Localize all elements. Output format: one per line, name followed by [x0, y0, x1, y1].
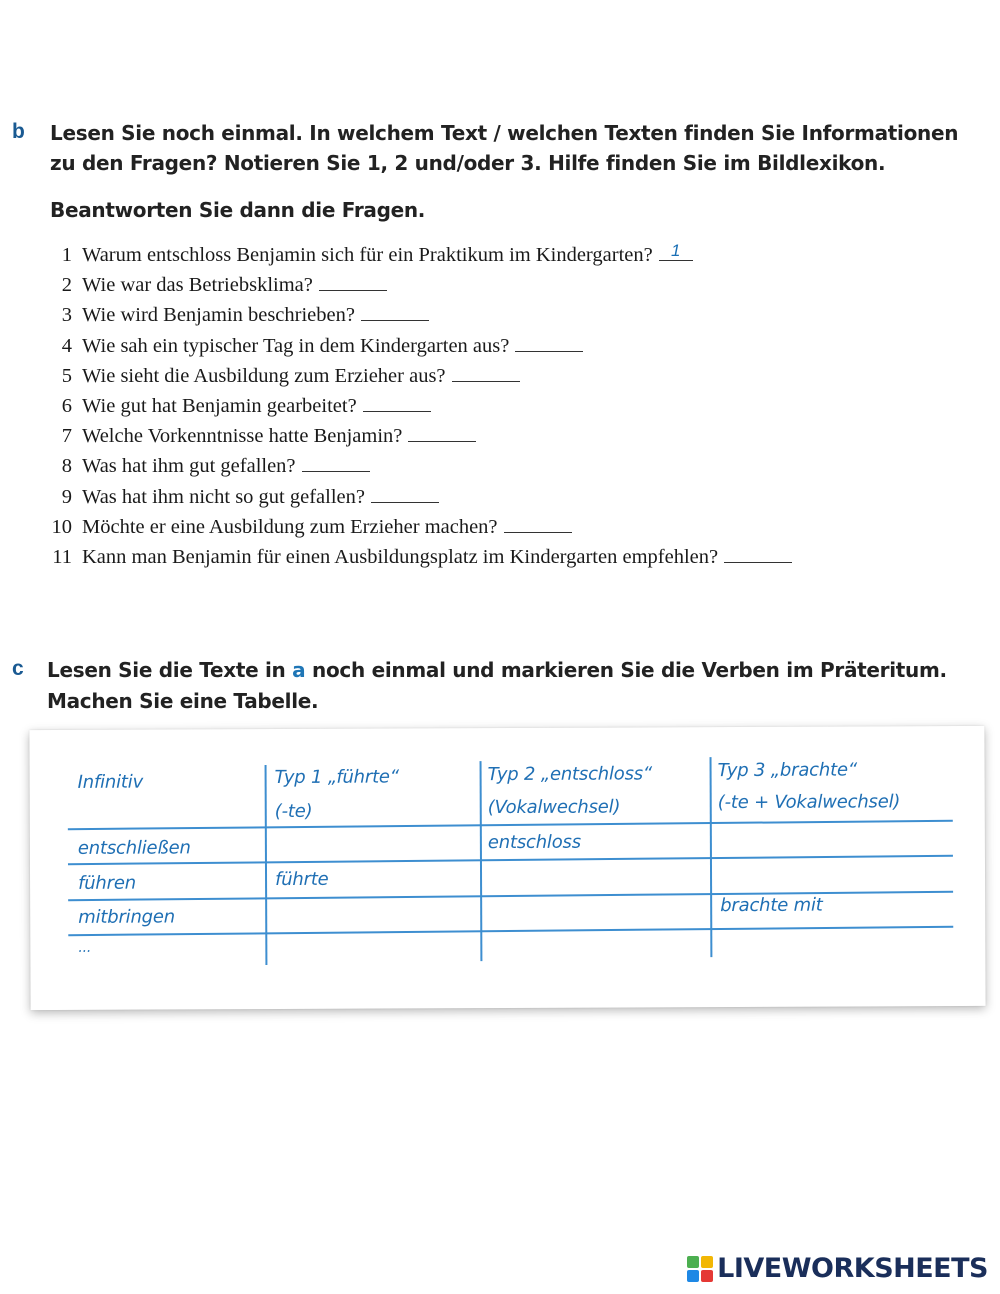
table-line [68, 820, 953, 830]
answer-blank[interactable] [361, 302, 429, 321]
answer-value: 1 [670, 241, 681, 260]
question-9 [44, 482, 792, 512]
question-2 [44, 270, 792, 300]
section-b-instruction-line1: Lesen Sie noch einmal. In welchem Text / welchen Texten finden Sie Informationen [50, 121, 959, 145]
question-8 [44, 451, 792, 481]
liveworksheets-logo [687, 1253, 988, 1284]
answer-blank[interactable] [504, 514, 572, 533]
question-number: 7 [61, 425, 72, 448]
logo-block [701, 1256, 713, 1268]
instruction-accent: a [292, 658, 306, 682]
question-number: 10 [51, 515, 72, 538]
answer-blank[interactable] [371, 484, 439, 503]
answer-blank[interactable] [515, 333, 583, 352]
section-c-instruction-line2: Machen Sie eine Tabelle. [47, 689, 319, 713]
answer-blank[interactable] [302, 453, 370, 472]
header-typ1-title: Typ 1 „führte“ [274, 766, 399, 789]
instruction-text: noch einmal und markieren Sie die Verben im Präteritum. [305, 658, 947, 682]
answer-blank[interactable] [319, 272, 387, 291]
cell-typ1-2: führte [275, 868, 329, 891]
question-text: Wie gut hat Benjamin gearbeitet? [82, 394, 357, 417]
header-typ2-sub: (Vokalwechsel) [487, 796, 621, 819]
answer-blank[interactable] [659, 242, 693, 261]
question-number: 11 [52, 545, 72, 568]
question-number: 2 [61, 274, 72, 297]
question-10 [44, 512, 792, 542]
logo-blocks-icon [687, 1256, 713, 1282]
instruction-text: Lesen Sie die Texte in [47, 658, 293, 682]
section-b-instruction-line3: Beantworten Sie dann die Fragen. [50, 198, 426, 222]
section-c-letter: c [12, 657, 24, 680]
logo-block [687, 1256, 699, 1268]
question-7 [44, 421, 792, 451]
question-11 [44, 542, 792, 572]
question-3 [44, 300, 792, 330]
question-4 [44, 331, 792, 361]
question-5 [44, 361, 792, 391]
verb-table-card [29, 726, 985, 1010]
question-text: Wie war das Betriebsklima? [82, 274, 313, 297]
section-b-instruction-line2: zu den Fragen? Notieren Sie 1, 2 und/oder 3. Hilfe finden Sie im Bildlexikon. [50, 151, 886, 175]
question-text: Wie wird Benjamin beschrieben? [82, 304, 355, 327]
question-text: Möchte er eine Ausbildung zum Erzieher machen? [82, 515, 498, 538]
cell-infinitiv-1: entschließen [77, 837, 191, 859]
cell-infinitiv-2: führen [78, 872, 136, 894]
question-text: Warum entschloss Benjamin sich für ein Praktikum im Kindergarten? [82, 244, 653, 266]
question-1 [44, 240, 792, 270]
table-line [68, 855, 953, 865]
header-infinitiv: Infinitiv [77, 771, 144, 793]
question-number: 6 [61, 394, 72, 417]
logo-block [687, 1270, 699, 1282]
section-b-letter: b [12, 120, 25, 143]
table-line [68, 926, 953, 936]
question-number: 5 [61, 364, 72, 387]
logo-block [701, 1270, 713, 1282]
table-line [480, 761, 482, 961]
question-text: Was hat ihm gut gefallen? [82, 455, 296, 478]
answer-blank[interactable] [452, 363, 520, 382]
question-text: Was hat ihm nicht so gut gefallen? [82, 485, 365, 508]
question-number: 1 [61, 244, 72, 266]
cell-infinitiv-3: mitbringen [78, 906, 176, 928]
cell-typ2-1: entschloss [487, 831, 581, 854]
logo-wordmark: LIVEWORKSHEETS [717, 1253, 988, 1284]
section-c-instruction-line1 [47, 655, 947, 685]
header-typ3-title: Typ 3 „brachte“ [717, 759, 857, 782]
question-text: Kann man Benjamin für einen Ausbildungsplatz im Kindergarten empfehlen? [82, 545, 719, 568]
answer-blank[interactable] [408, 423, 476, 442]
question-number: 9 [61, 485, 72, 508]
cell-typ3-3: brachte mit [720, 894, 823, 917]
header-typ2-title: Typ 2 „entschloss“ [487, 763, 653, 786]
question-text: Wie sieht die Ausbildung zum Erzieher aus? [82, 364, 446, 387]
cell-infinitiv-4: ... [78, 939, 92, 956]
question-text: Wie sah ein typischer Tag in dem Kindergarten aus? [82, 334, 510, 357]
question-text: Welche Vorkenntnisse hatte Benjamin? [82, 425, 403, 448]
answer-blank[interactable] [363, 393, 431, 412]
question-number: 3 [61, 304, 72, 327]
table-line [265, 765, 267, 965]
question-number: 8 [61, 455, 72, 478]
answer-blank[interactable] [724, 544, 792, 563]
question-list [44, 240, 792, 572]
header-typ3-sub: (-te + Vokalwechsel) [717, 791, 901, 814]
question-6 [44, 391, 792, 421]
header-typ1-sub: (-te) [274, 800, 313, 823]
question-number: 4 [61, 334, 72, 357]
